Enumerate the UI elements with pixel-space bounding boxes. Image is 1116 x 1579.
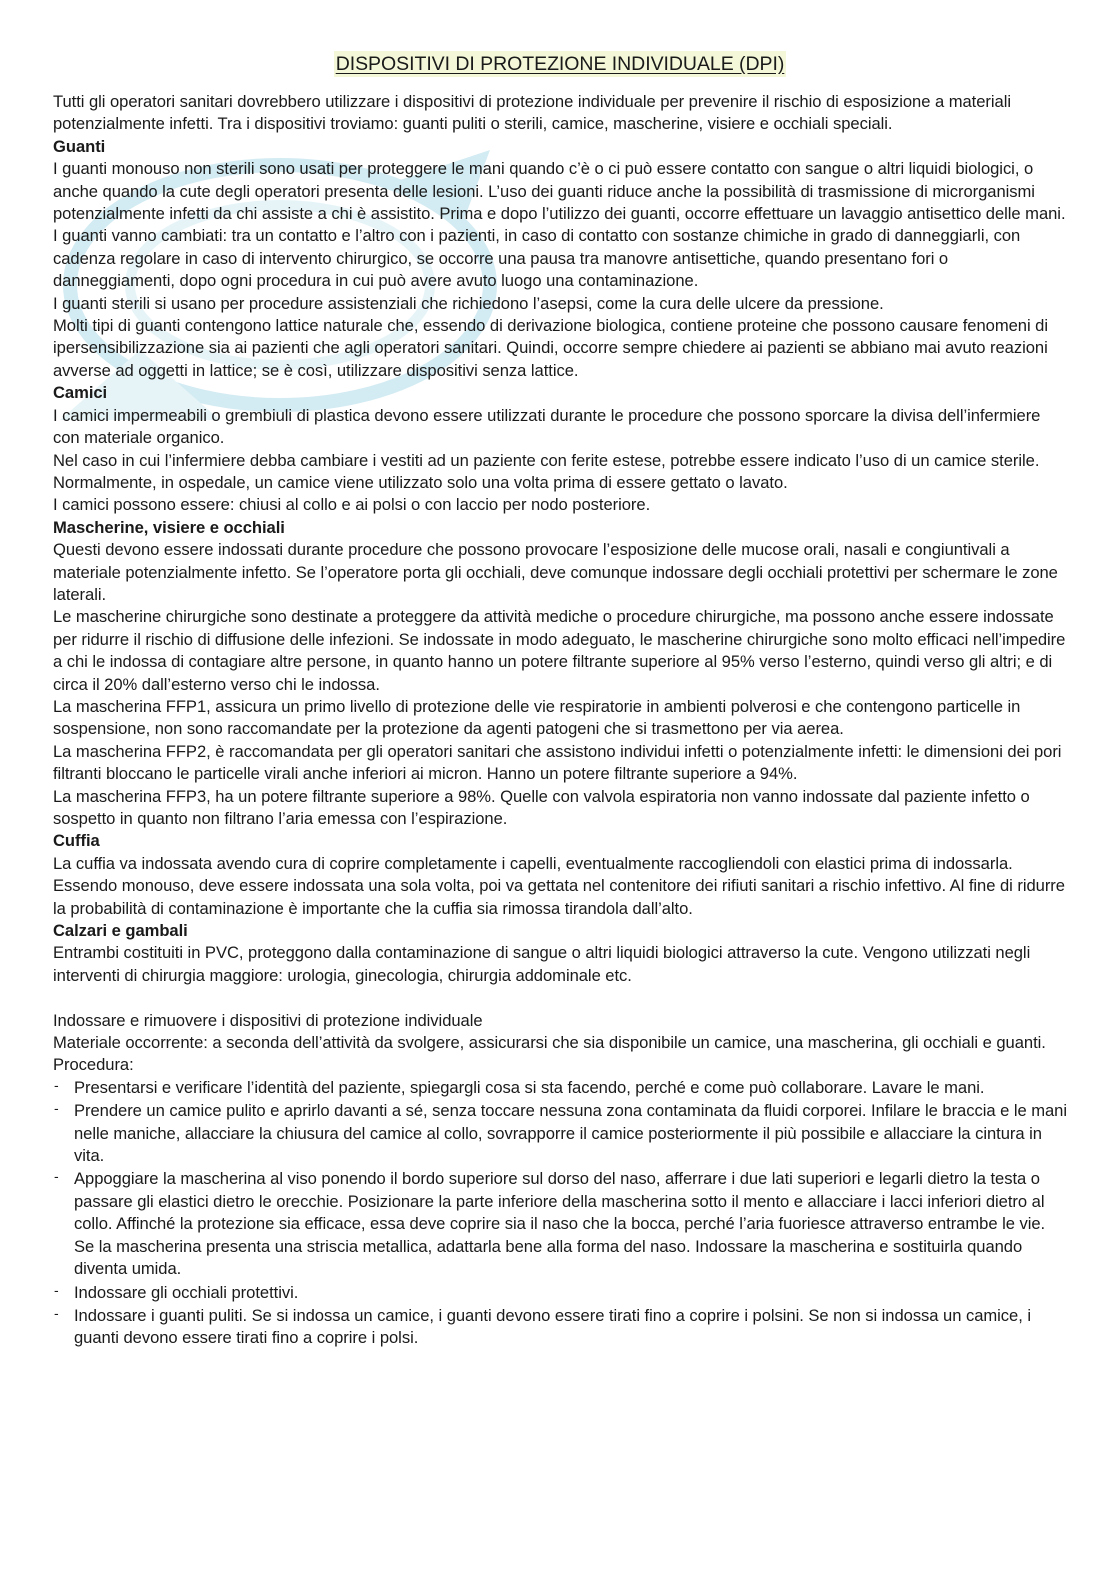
mascherine-paragraph-3: La mascherina FFP1, assicura un primo livello di protezione delle vie respiratorie in ambienti polverosi e che contengono particelle in sospensione, non sono raccomandate per la protezione da agenti patogeni che si trasmettono per via aerea. xyxy=(53,696,1021,739)
mascherine-paragraph-5: La mascherina FFP3, ha un potere filtrante superiore a 98%. Quelle con valvola espiratoria non vanno indossate dal paziente infetto o sospetto in quanto non filtrano l’aria emessa con l’espirazione. xyxy=(53,786,1030,828)
calzari-paragraph-1: Entrambi costituiti in PVC, proteggono dalla contaminazione di sangue o altri liquidi biologici attraverso la cute. Vengono utilizzati negli interventi di chirurgia maggiore: urologia, ginecologia, chirurgia addominale etc. xyxy=(53,943,1031,985)
camici-paragraph-1: I camici impermeabili o grembiuli di plastica devono essere utilizzati durante le procedure che possono sporcare la divisa dell’infermiere con materiale organico. xyxy=(53,405,1041,448)
procedure-subtitle: Indossare e rimuovere i dispositivi di protezione individuale xyxy=(53,1010,483,1030)
guanti-paragraph-1: I guanti monouso non sterili sono usati per proteggere le mani quando c’è o ci può essere contatto con sangue o altri liquidi biologici, o anche quando la cute degli operatori presenta delle lesioni. L’uso dei guanti riduce anche la possibilità di trasmissione di microrganismi potenzialmente infetti da chi assiste a chi è assistito. Prima e dopo l’utilizzo dei guanti, occorre effettuare un lavaggio antisettico delle mani. I guanti vanno cambiati: tra un contatto e l’altro con i pazienti, in caso di contatto con sostanze chimiche in grado di danneggiarli, con cadenza regolare in caso di intervento chirurgico, se occorre una pausa tra manovre antisettiche, quando presentano fori o danneggiamenti, dopo ogni procedura in cui può avere avuto luogo una contaminazione. xyxy=(53,159,1066,291)
dash-bullet: - xyxy=(54,1100,59,1117)
list-item xyxy=(53,1100,1067,1167)
heading-cuffia: Cuffia xyxy=(53,831,100,851)
heading-mascherine: Mascherine, visiere e occhiali xyxy=(53,517,285,537)
dash-bullet: - xyxy=(54,1076,59,1093)
mascherine-paragraph-4: La mascherina FFP2, è raccomandata per gli operatori sanitari che assistono individui infetti o potenzialmente infetti: le dimensioni dei pori filtranti bloccano le particelle virali anche inferiori ai micron. Hanno un potere filtrante superiore a 94%. xyxy=(53,741,1062,784)
step-text: Indossare i guanti puliti. Se si indossa un camice, i guanti devono essere tirati fino a coprire i polsini. Se non si indossa un camice, i guanti devono essere tirati fino a coprire i polsi. xyxy=(74,1305,1031,1348)
heading-camici: Camici xyxy=(53,383,108,403)
step-text: Appoggiare la mascherina al viso ponendo il bordo superiore sul dorso del naso, afferrare i due lati superiori e legarli dietro la testa o passare gli elastici dietro le orecchie. Posizionare la parte inferiore della mascherina sotto il mento e allacciare i lacci inferiori dietro al collo. Affinché la protezione sia efficace, essa deve coprire sia il naso che la bocca, perché l’aria fuoriesce attraverso entrambe le vie. Se la mascherina presenta una striscia metallica, adattarla bene alla forma del naso. Indossare la mascherina e sostituirla quando diventa umida. xyxy=(74,1169,1046,1279)
document-page xyxy=(53,51,1067,1351)
list-item xyxy=(53,1077,1067,1099)
list-item xyxy=(53,1282,1067,1304)
mascherine-paragraph-2: Le mascherine chirurgiche sono destinate a proteggere da attività mediche o procedure chirurgiche, ma possono anche essere indossate per ridurre il rischio di diffusione delle infezioni. Se indossate in modo adeguato, le mascherine chirurgiche sono molto efficaci nell’impedire a chi le indossa di contagiare altre persone, in quanto hanno un potere filtrante superiore al 95% verso l’esterno, quindi verso gli altri; e di circa il 20% dall’esterno verso chi le indossa. xyxy=(53,607,1066,694)
dash-bullet: - xyxy=(54,1304,59,1321)
page-title: DISPOSITIVI DI PROTEZIONE INDIVIDUALE (DPI) xyxy=(335,53,785,75)
list-item xyxy=(53,1168,1067,1280)
guanti-paragraph-3: Molti tipi di guanti contengono lattice naturale che, essendo di derivazione biologica, contiene proteine che possono causare fenomeni di ipersensibilizzazione sia ai pazienti che agli operatori sanitari. Quindi, occorre sempre chiedere ai pazienti se abbiano mai avuto reazioni avverse ad oggetti in lattice; se è così, utilizzare dispositivi senza lattice. xyxy=(53,316,1048,380)
procedure-steps-list xyxy=(53,1077,1067,1350)
intro-paragraph: Tutti gli operatori sanitari dovrebbero utilizzare i dispositivi di protezione individuale per prevenire il rischio di esposizione a materiali potenzialmente infetti. Tra i dispositivi troviamo: guanti puliti o sterili, camice, mascherine, visiere e occhiali speciali. xyxy=(53,92,1011,134)
step-text: Indossare gli occhiali protettivi. xyxy=(74,1282,299,1302)
mascherine-paragraph-1: Questi devono essere indossati durante procedure che possono provocare l’esposizione delle mucose orali, nasali e congiuntivali a materiale potenzialmente infetto. Se l’operatore porta gli occhiali, deve comunque indossare degli occhiali protettivi per schermare le zone laterali. xyxy=(53,540,1058,604)
heading-calzari: Calzari e gambali xyxy=(53,921,188,941)
procedure-label: Procedura: xyxy=(53,1055,134,1075)
title-container xyxy=(53,51,1067,77)
guanti-paragraph-2: I guanti sterili si usano per procedure assistenziali che richiedono l’asepsi, come la cura delle ulcere da pressione. xyxy=(53,293,884,313)
dash-bullet: - xyxy=(54,1168,59,1185)
heading-guanti: Guanti xyxy=(53,136,106,156)
procedure-material: Materiale occorrente: a seconda dell’attività da svolgere, assicurarsi che sia disponibile un camice, una mascherina, gli occhiali e guanti. xyxy=(53,1033,1046,1053)
camici-paragraph-2: Nel caso in cui l’infermiere debba cambiare i vestiti ad un paziente con ferite estese, potrebbe essere indicato l’uso di un camice sterile. Normalmente, in ospedale, un camice viene utilizzato solo una volta prima di essere gettato o lavato. xyxy=(53,450,1040,492)
step-text: Prendere un camice pulito e aprirlo davanti a sé, senza toccare nessuna zona contaminata da fluidi corporei. Infilare le braccia e le mani nelle maniche, allacciare la chiusura del camice al collo, sovrapporre il camice posteriormente il più possibile e allacciare la cintura in vita. xyxy=(74,1101,1067,1166)
section-spacer xyxy=(53,987,1067,1009)
cuffia-paragraph-1: La cuffia va indossata avendo cura di coprire completamente i capelli, eventualmente raccogliendoli con elastici prima di indossarla. Essendo monouso, deve essere indossata una sola volta, poi va gettata nel contenitore dei rifiuti sanitari a rischio infettivo. Al fine di ridurre la probabilità di contaminazione è importante che la cuffia sia rimossa tirandola dall’alto. xyxy=(53,853,1065,918)
step-text: Presentarsi e verificare l’identità del paziente, spiegargli cosa si sta facendo, perché e come può collaborare. Lavare le mani. xyxy=(74,1077,985,1097)
dash-bullet: - xyxy=(54,1281,59,1298)
camici-paragraph-3: I camici possono essere: chiusi al collo e ai polsi o con laccio per nodo posteriore. xyxy=(53,495,651,515)
list-item xyxy=(53,1305,1067,1350)
